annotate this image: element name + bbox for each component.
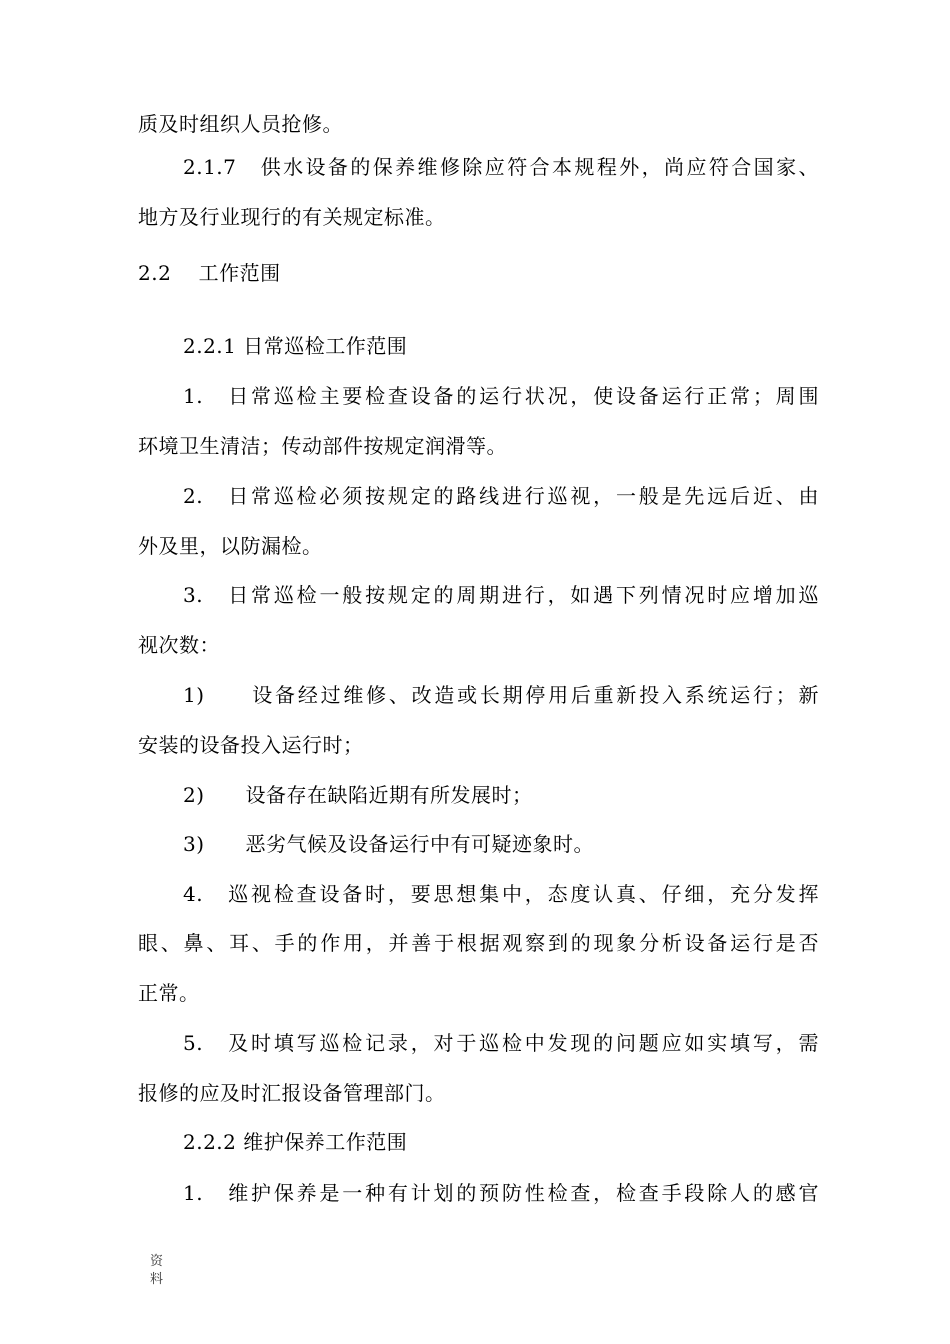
subsection-heading: 2.2.1 日常巡检工作范围 — [183, 334, 408, 358]
list-item: 2. 日常巡检必须按规定的路线进行巡视，一般是先远后近、由 — [183, 484, 819, 508]
list-item: 视次数： — [138, 633, 220, 657]
subsection-heading: 2.2.2 维护保养工作范围 — [183, 1130, 408, 1154]
list-item: 环境卫生清洁；传动部件按规定润滑等。 — [138, 434, 507, 458]
sub-list-item: 2) 设备存在缺陷近期有所发展时； — [183, 783, 533, 807]
paragraph-line: 质及时组织人员抢修。 — [138, 112, 343, 136]
footer-char: 资 — [150, 1254, 164, 1269]
list-item: 1. 日常巡检主要检查设备的运行状况，使设备运行正常；周围 — [183, 384, 819, 408]
list-item: 报修的应及时汇报设备管理部门。 — [138, 1081, 446, 1105]
section-heading: 2.2 工作范围 — [138, 261, 281, 285]
list-item: 眼、鼻、耳、手的作用，并善于根据观察到的现象分析设备运行是否 — [138, 931, 819, 955]
list-item: 正常。 — [138, 981, 200, 1005]
paragraph-line: 地方及行业现行的有关规定标准。 — [138, 205, 446, 229]
sub-list-item: 1) 设备经过维修、改造或长期停用后重新投入系统运行；新 — [183, 683, 819, 707]
page-footer — [150, 1253, 166, 1289]
sub-list-item: 3) 恶劣气候及设备运行中有可疑迹象时。 — [183, 832, 595, 856]
paragraph-line: 2.1.7 供水设备的保养维修除应符合本规程外，尚应符合国家、 — [183, 155, 819, 179]
list-item: 外及里，以防漏检。 — [138, 534, 323, 558]
list-item: 1. 维护保养是一种有计划的预防性检查，检查手段除人的感官 — [183, 1181, 819, 1205]
list-item: 3. 日常巡检一般按规定的周期进行，如遇下列情况时应增加巡 — [183, 583, 819, 607]
footer-char: 料 — [150, 1272, 164, 1287]
sub-list-item: 安装的设备投入运行时； — [138, 733, 364, 757]
list-item: 5. 及时填写巡检记录，对于巡检中发现的问题应如实填写，需 — [183, 1031, 819, 1055]
list-item: 4. 巡视检查设备时，要思想集中，态度认真、仔细，充分发挥 — [183, 882, 819, 906]
